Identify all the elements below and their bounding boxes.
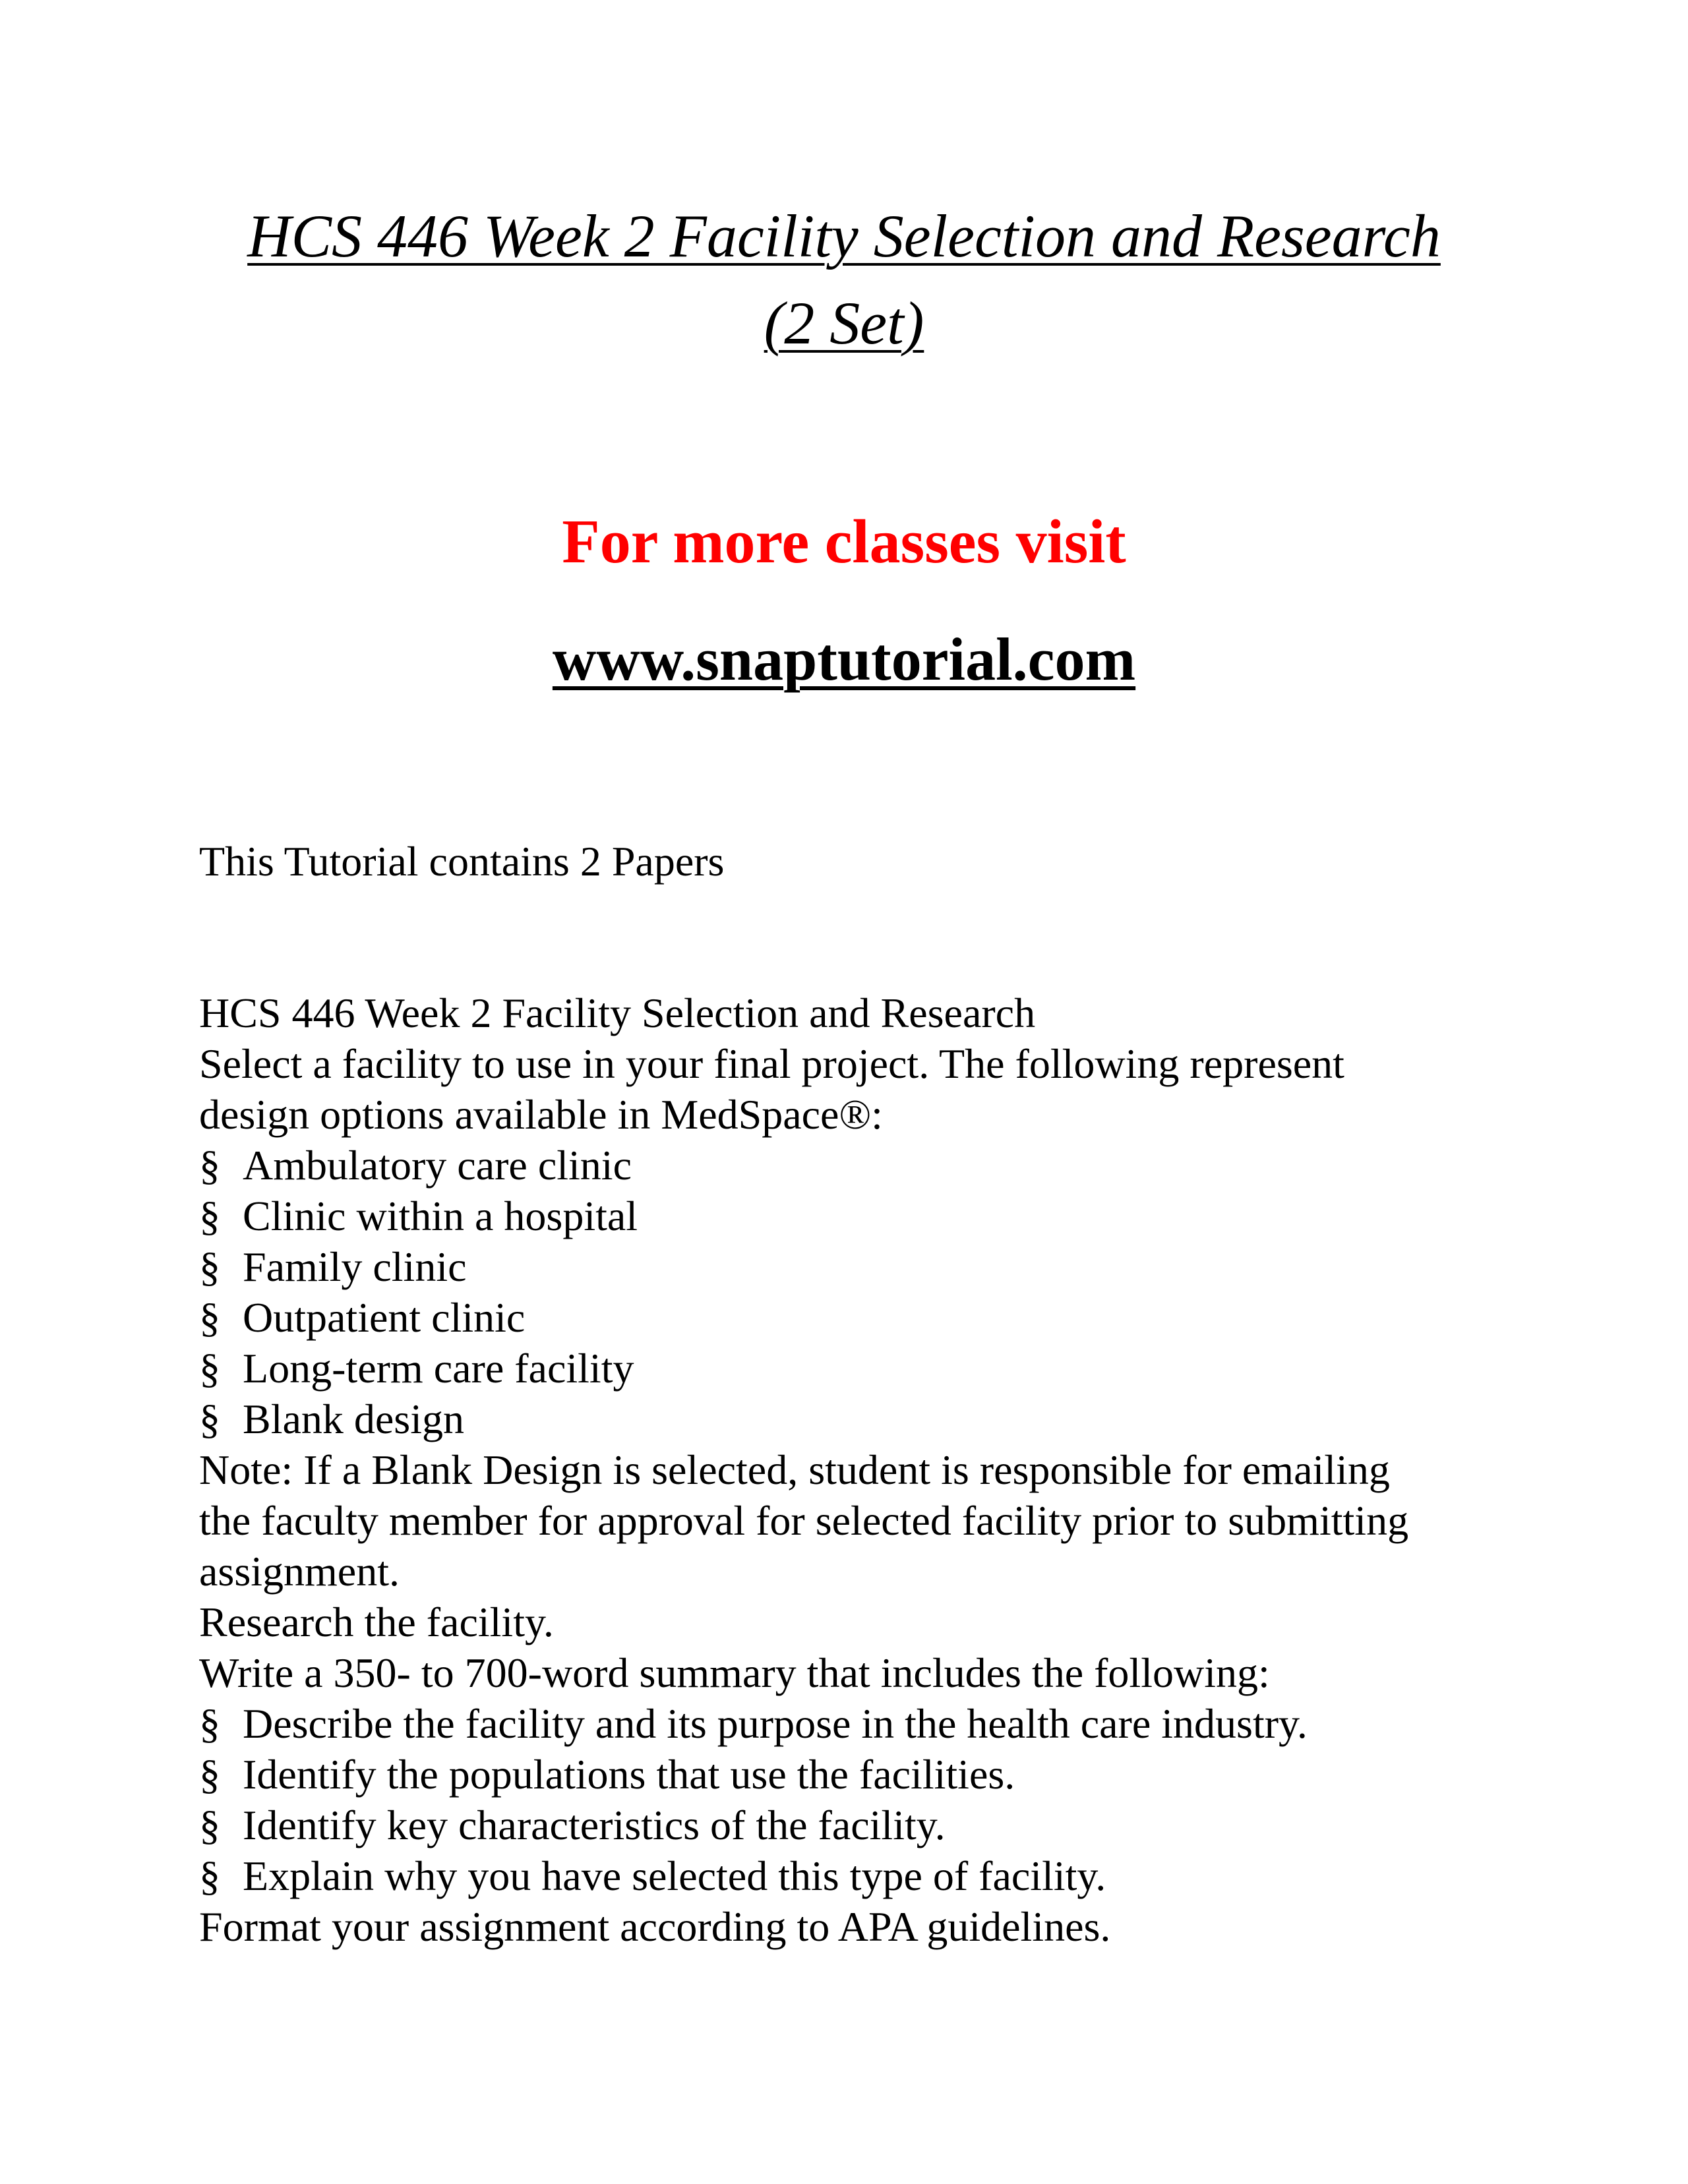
content-line <box>199 988 1518 1038</box>
list-item <box>199 1394 1518 1444</box>
document-title <box>0 192 1688 367</box>
content-line <box>199 1444 1518 1495</box>
line-text: Explain why you have selected this type of facility. <box>243 1852 1106 1899</box>
list-item <box>199 1191 1518 1241</box>
line-text: Clinic within a hospital <box>243 1193 638 1239</box>
content-line <box>199 1597 1518 1647</box>
line-text: Identify the populations that use the facilities. <box>243 1751 1015 1798</box>
list-item <box>199 1800 1518 1850</box>
list-item <box>199 1292 1518 1343</box>
list-item <box>199 1343 1518 1394</box>
promo-text: For more classes visit <box>562 508 1126 576</box>
line-text: design options available in MedSpace®: <box>199 1091 883 1138</box>
section-bullet: § <box>199 1243 220 1290</box>
line-text: Describe the facility and its purpose in the health care industry. <box>243 1700 1308 1747</box>
list-item <box>199 1749 1518 1800</box>
line-text: Long-term care facility <box>243 1345 634 1392</box>
content-line <box>199 1647 1518 1698</box>
content-line <box>199 1546 1518 1597</box>
content-line <box>199 1038 1518 1089</box>
line-text: Identify key characteristics of the facility. <box>243 1802 946 1848</box>
line-text: Write a 350- to 700-word summary that includes the following: <box>199 1649 1270 1696</box>
list-item <box>199 1850 1518 1901</box>
intro-text: This Tutorial contains 2 Papers <box>199 838 725 885</box>
line-text: HCS 446 Week 2 Facility Selection and Research <box>199 989 1036 1036</box>
title-line-1: HCS 446 Week 2 Facility Selection and Research <box>247 202 1441 270</box>
section-bullet: § <box>199 1345 220 1392</box>
line-text: Note: If a Blank Design is selected, student is responsible for emailing <box>199 1446 1390 1493</box>
content-line <box>199 1901 1518 1952</box>
line-text: Ambulatory care clinic <box>243 1142 632 1189</box>
title-line-2: (2 Set) <box>764 289 924 357</box>
section-bullet: § <box>199 1751 220 1798</box>
line-text: Blank design <box>243 1396 464 1442</box>
section-bullet: § <box>199 1700 220 1747</box>
content-block <box>199 988 1518 1952</box>
content-line <box>199 1089 1518 1140</box>
line-text: Select a facility to use in your final project. The following represent <box>199 1040 1344 1087</box>
line-text: assignment. <box>199 1548 400 1595</box>
line-text: Family clinic <box>243 1243 467 1290</box>
line-text: Format your assignment according to APA guidelines. <box>199 1903 1111 1950</box>
list-item <box>199 1140 1518 1191</box>
section-bullet: § <box>199 1142 220 1189</box>
website-link[interactable]: www.snaptutorial.com <box>552 626 1136 693</box>
list-item <box>199 1698 1518 1749</box>
section-bullet: § <box>199 1852 220 1899</box>
line-text: Research the facility. <box>199 1599 554 1645</box>
line-text: the faculty member for approval for selected facility prior to submitting <box>199 1497 1409 1544</box>
list-item <box>199 1241 1518 1292</box>
section-bullet: § <box>199 1396 220 1442</box>
line-text: Outpatient clinic <box>243 1294 526 1341</box>
content-line <box>199 1495 1518 1546</box>
section-bullet: § <box>199 1802 220 1848</box>
website-link-container <box>0 620 1688 699</box>
section-bullet: § <box>199 1294 220 1341</box>
section-bullet: § <box>199 1193 220 1239</box>
